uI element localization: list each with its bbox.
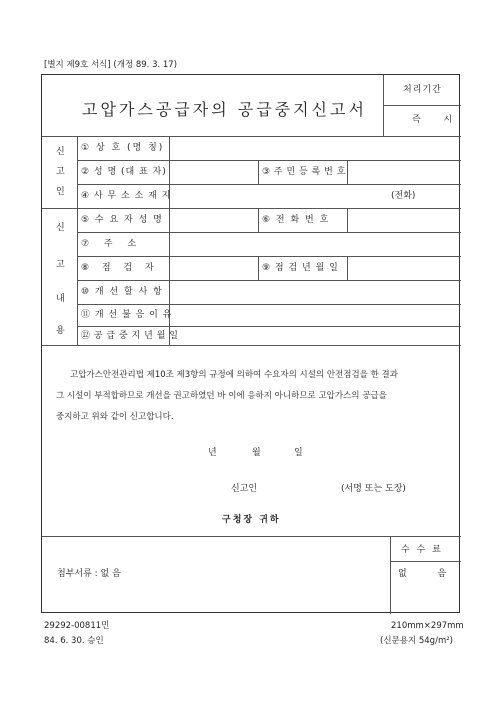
resident-number-label: ③ 주 민 등 록 번 호 — [262, 167, 346, 177]
consumer-name-label: ⑤ 수 요 자 성 명 — [81, 215, 164, 225]
business-name-label: ① 상 호 (명 칭) — [81, 143, 165, 153]
date-day: 일 — [294, 448, 303, 458]
fee-label: 수 수 료 — [401, 545, 443, 555]
approval-date: 84. 6. 30. 승인 — [44, 636, 104, 646]
date-month: 월 — [252, 448, 261, 458]
supply-stop-date-label: ⑫ 공 급 중 지 년 월 일 — [81, 331, 179, 341]
signature-note: (서명 또는 도장) — [341, 484, 406, 494]
telephone-label: ⑥ 전 화 번 호 — [262, 215, 330, 225]
content-label-3: 내 — [56, 294, 65, 304]
body-text-line2: 그 시설이 부적합하므로 개선을 권고하였던 바 이에 응하지 아니하므로 고압가스의 공급을 — [56, 391, 387, 401]
divider — [383, 105, 461, 106]
content-label-1: 신 — [56, 223, 65, 233]
reporter-label-2: 고 — [56, 167, 65, 177]
reporter-label-1: 신 — [56, 147, 65, 157]
addressee: 구청장 귀하 — [222, 515, 281, 525]
body-text-line1: 고압가스안전관리법 제10조 제3항의 규정에 의하여 수요자의 시설의 안전점검을 한 결과 — [70, 370, 398, 380]
paper-size: 210mm×297mm — [391, 621, 464, 631]
content-label-4: 용 — [56, 326, 65, 336]
attachments: 첨부서류 : 없 음 — [57, 569, 121, 579]
form-title: 고압가스공급자의 공급중지신고서 — [82, 100, 367, 119]
reporter-label-3: 인 — [56, 187, 65, 197]
body-text-line3: 중지하고 위와 같이 신고합니다. — [56, 412, 174, 422]
inspector-label: ⑧ 점 검 자 — [81, 263, 159, 273]
fee-value: 없 음 — [398, 569, 447, 579]
phone-note: (전화) — [391, 191, 416, 201]
reporter-signature-label: 신고인 — [231, 484, 258, 494]
content-label-2: 고 — [56, 260, 65, 270]
address-label: ⑦ 주 소 — [81, 239, 143, 249]
paper-type: (신문용지 54g/m²) — [380, 636, 453, 646]
improvement-items-label: ⑩ 개 선 할 사 항 — [81, 287, 164, 297]
report-form — [41, 74, 460, 613]
processing-period-label: 처리기간 — [403, 85, 442, 95]
date-year: 년 — [208, 448, 217, 458]
office-address-label: ④ 사 무 소 소 재 지 — [81, 191, 172, 201]
representative-label: ② 성 명 (대 표 자) — [81, 167, 167, 177]
processing-period-value: 즉 시 — [412, 115, 453, 125]
non-compliance-reason-label: ⑪ 개 선 불 응 이 유 — [81, 310, 173, 320]
form-reference: [별지 제9호 서식] (개정 89. 3. 17) — [44, 60, 178, 70]
form-code: 29292-00811민 — [44, 621, 110, 631]
inspection-date-label: ⑨ 점 검 년 월 일 — [262, 263, 339, 273]
